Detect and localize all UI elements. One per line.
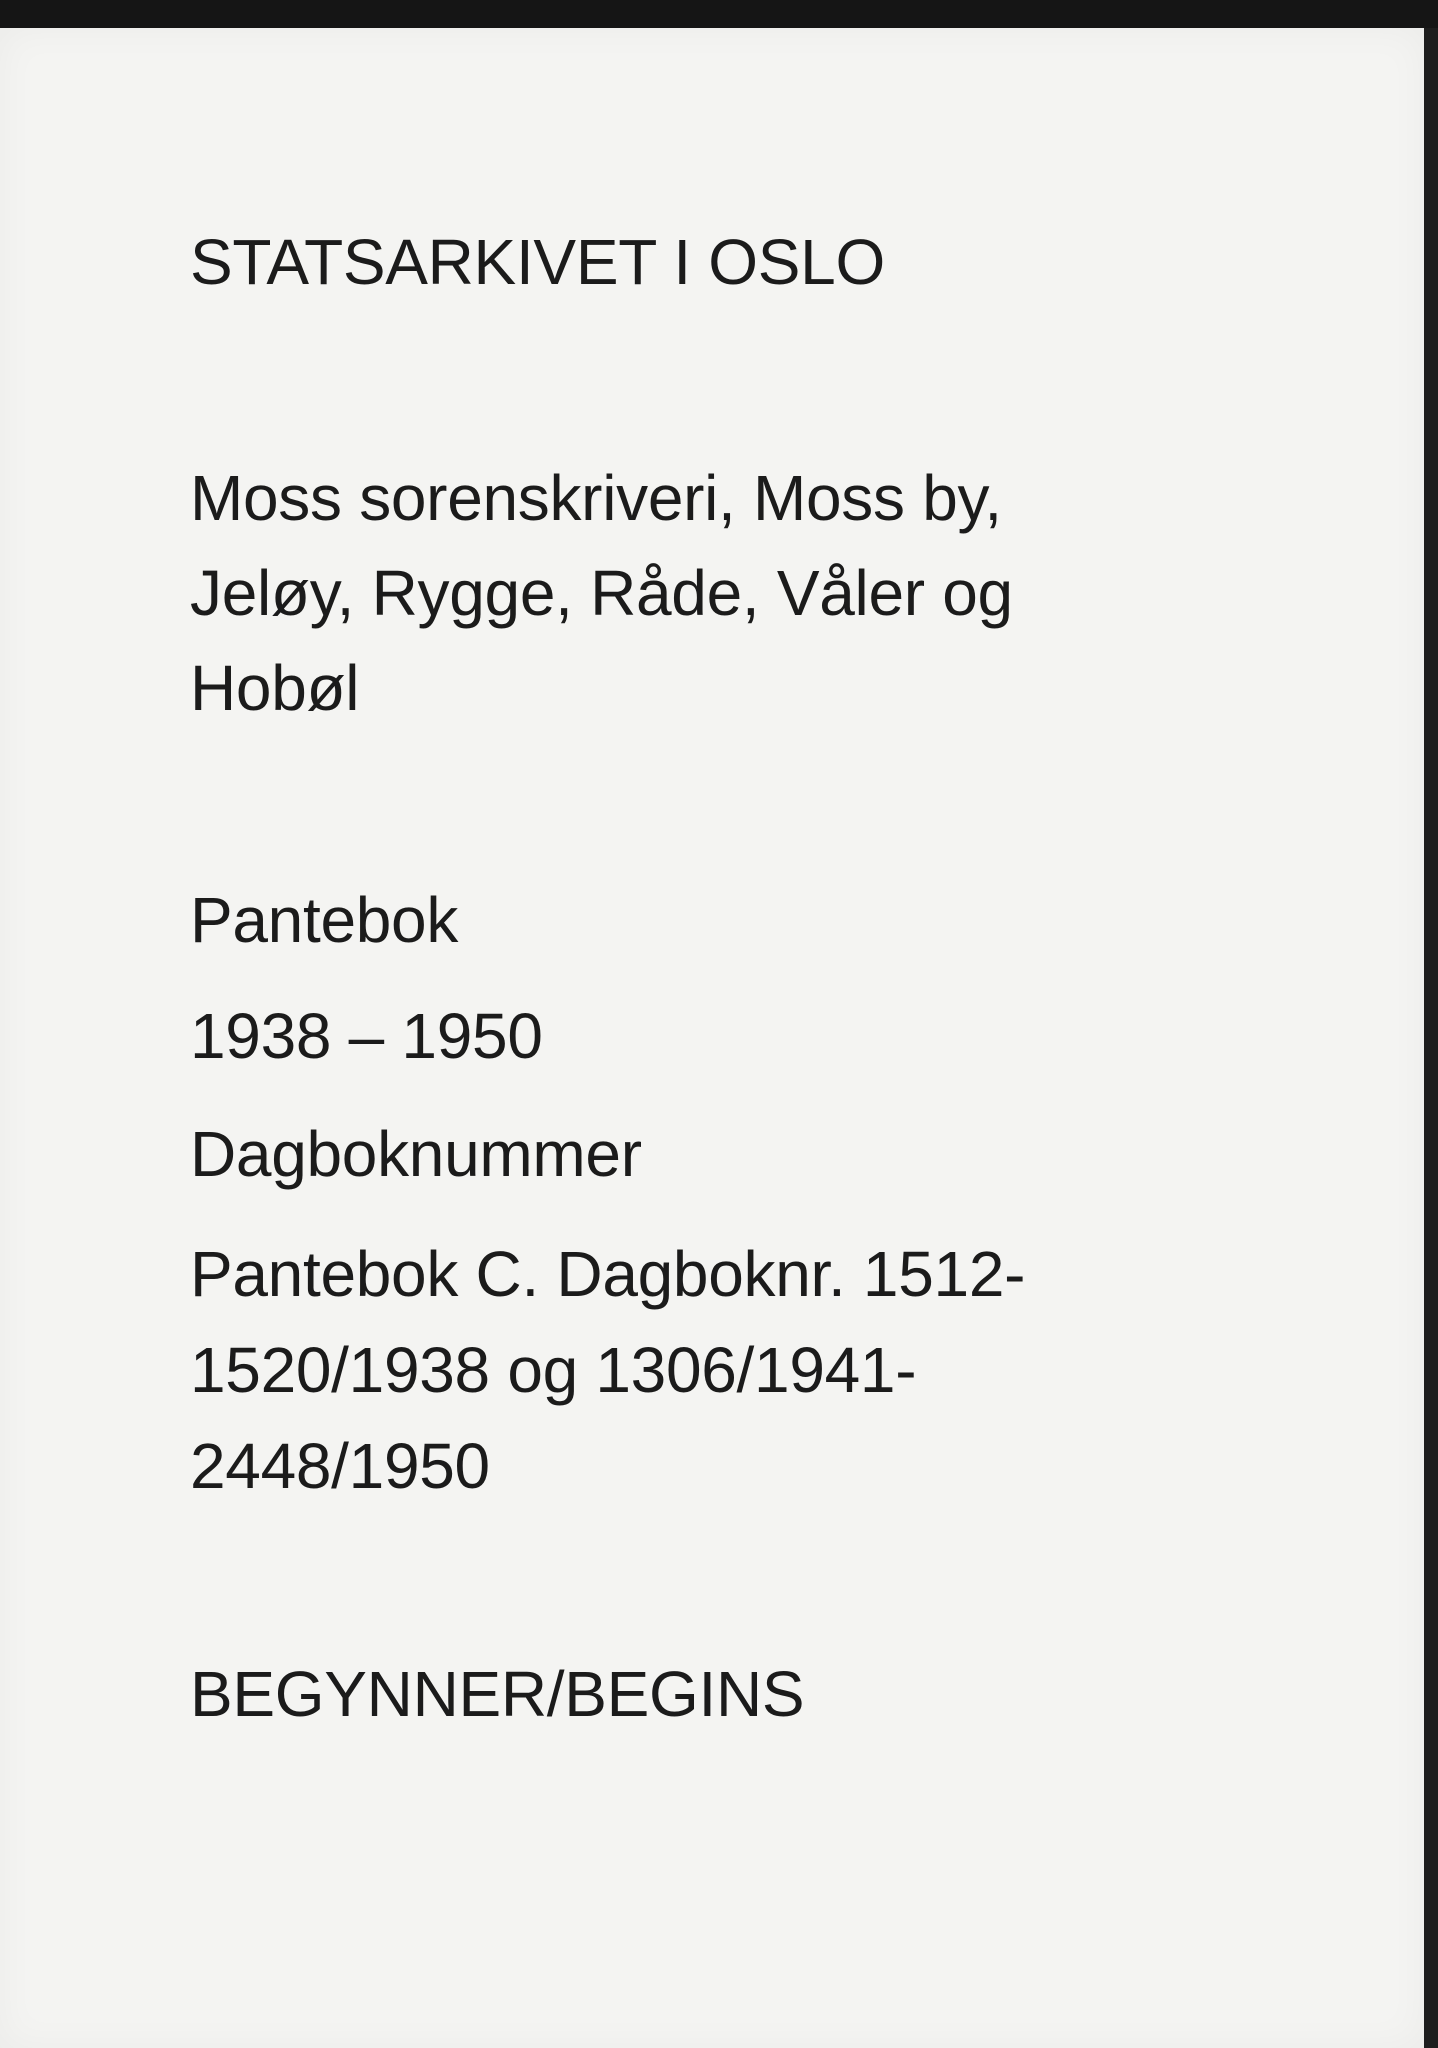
- description-line-1: Pantebok C. Dagboknr. 1512-: [190, 1238, 1026, 1310]
- court-line-1: Moss sorenskriveri, Moss by,: [190, 462, 1002, 534]
- series-label: Dagboknummer: [190, 1118, 642, 1190]
- court-line-3: Hobøl: [190, 652, 360, 724]
- description-line-3: 2448/1950: [190, 1430, 490, 1502]
- archive-name: STATSARKIVET I OSLO: [190, 226, 885, 298]
- scan-background-edge: [1424, 28, 1438, 2048]
- begins-marker: BEGYNNER/BEGINS: [190, 1658, 805, 1730]
- archive-cover-sheet: [0, 28, 1424, 2048]
- description-line-2: 1520/1938 og 1306/1941-: [190, 1334, 917, 1406]
- year-range: 1938 – 1950: [190, 1000, 543, 1072]
- record-type: Pantebok: [190, 884, 459, 956]
- court-line-2: Jeløy, Rygge, Råde, Våler og: [190, 557, 1013, 629]
- scan-background-top: [0, 0, 1438, 30]
